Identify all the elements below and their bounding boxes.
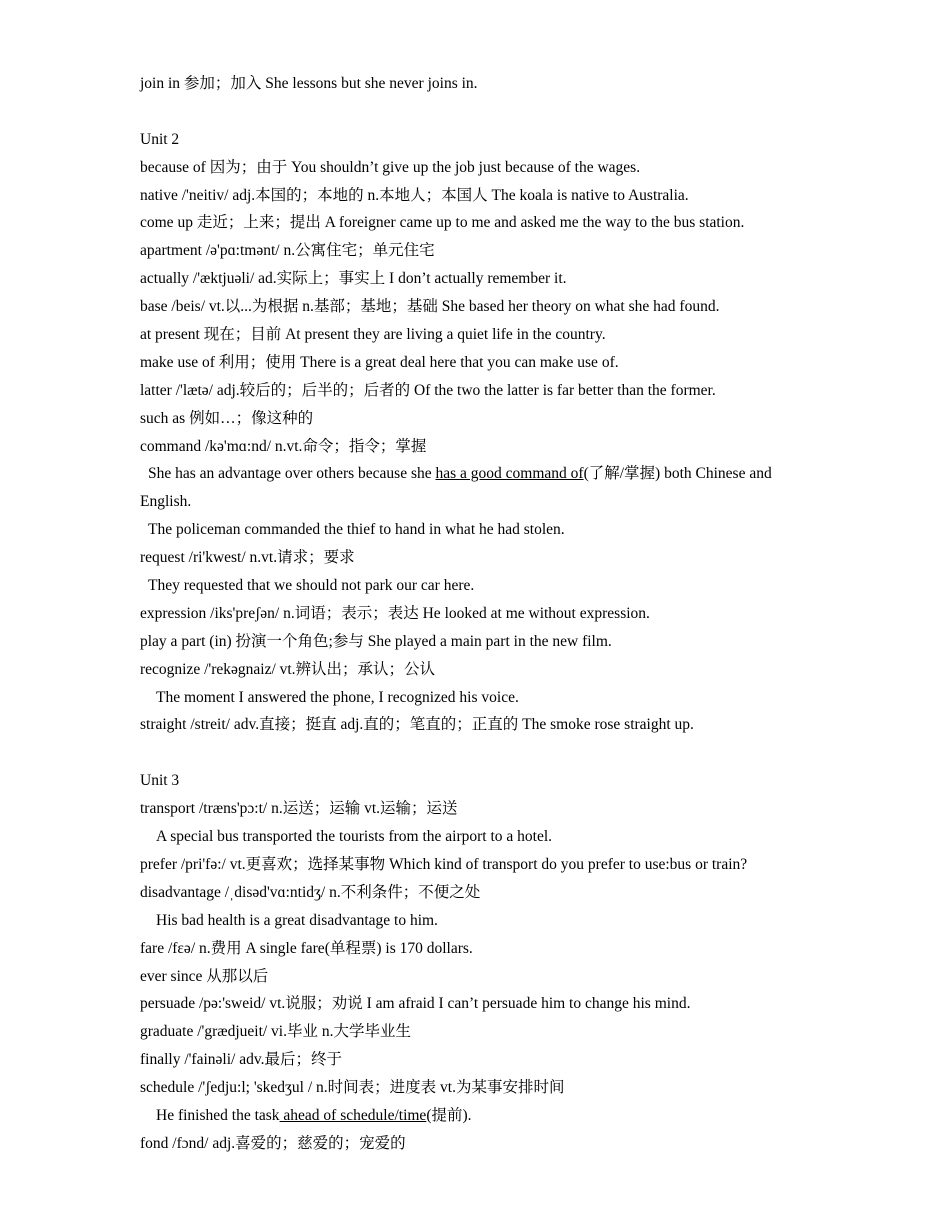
text-line xyxy=(140,126,820,154)
text-span: prefer /pri'fə:/ vt.更喜欢；选择某事物 Which kind of transport do you prefer to use:bus or train? xyxy=(140,855,748,873)
text-line xyxy=(140,711,820,739)
text-span: apartment /ə'pɑ:tmənt/ n.公寓住宅；单元住宅 xyxy=(140,242,435,260)
text-span: The policeman commanded the thief to hand in what he had stolen. xyxy=(148,521,565,539)
text-span: His bad health is a great disadvantage to him. xyxy=(156,911,438,929)
text-span: fond /fɔnd/ adj.喜爱的；慈爱的；宠爱的 xyxy=(140,1134,406,1152)
text-span: A special bus transported the tourists from the airport to a hotel. xyxy=(156,828,553,846)
document-page xyxy=(140,70,820,1158)
text-span: at present 现在；目前 At present they are living a quiet life in the country. xyxy=(140,326,606,344)
text-span: graduate /'grædjueit/ vi.毕业 n.大学毕业生 xyxy=(140,1023,411,1041)
text-span: They requested that we should not park our car here. xyxy=(148,577,475,595)
text-span: He finished the task xyxy=(156,1106,280,1124)
text-line xyxy=(140,460,820,488)
text-span: transport /træns'pɔ:t/ n.运送；运输 vt.运输；运送 xyxy=(140,800,458,818)
text-span: latter /'lætə/ adj.较后的；后半的；后者的 Of the two the latter is far better than the former. xyxy=(140,381,716,399)
text-span: command /kə'mɑ:nd/ n.vt.命令；指令；掌握 xyxy=(140,437,427,455)
text-line xyxy=(140,935,820,963)
text-span: base /beis/ vt.以...为根据 n.基部；基地；基础 She based her theory on what she had found. xyxy=(140,298,720,316)
text-line xyxy=(140,990,820,1018)
text-line xyxy=(140,544,820,572)
text-line xyxy=(140,209,820,237)
text-line xyxy=(140,767,820,795)
text-line xyxy=(140,1018,820,1046)
underlined-phrase: has a good command of xyxy=(435,465,584,483)
text-line xyxy=(140,572,820,600)
text-line xyxy=(140,628,820,656)
text-line xyxy=(140,321,820,349)
text-span: straight /streit/ adv.直接；挺直 adj.直的；笔直的；正直的 The smoke rose straight up. xyxy=(140,716,694,734)
blank-line xyxy=(140,739,820,767)
text-span: fare /fεə/ n.费用 A single fare(单程票) is 170 dollars. xyxy=(140,939,473,957)
text-line xyxy=(140,154,820,182)
text-span: (了解/掌握) both Chinese and xyxy=(583,465,772,483)
text-span: join in 参加；加入 She lessons but she never joins in. xyxy=(140,75,478,92)
text-line xyxy=(140,795,820,823)
text-span: ever since 从那以后 xyxy=(140,967,269,985)
text-line xyxy=(140,265,820,293)
text-line xyxy=(140,1130,820,1158)
text-span: because of 因为；由于 You shouldn’t give up the job just because of the wages. xyxy=(140,158,641,176)
underlined-phrase: ahead of schedule/time xyxy=(279,1106,427,1124)
text-line xyxy=(140,433,820,461)
text-span: make use of 利用；使用 There is a great deal here that you can make use of. xyxy=(140,353,619,371)
text-span: The moment I answered the phone, I recognized his voice. xyxy=(156,688,519,706)
text-span: native /'neitiv/ adj.本国的；本地的 n.本地人；本国人 The koala is native to Australia. xyxy=(140,186,689,204)
text-line xyxy=(140,963,820,991)
text-span: (提前). xyxy=(426,1106,472,1124)
text-line xyxy=(140,182,820,210)
text-span: come up 走近；上来；提出 A foreigner came up to me and asked me the way to the bus station. xyxy=(140,214,745,232)
text-span: finally /'fainəli/ adv.最后；终于 xyxy=(140,1051,342,1069)
text-line xyxy=(140,907,820,935)
text-span: recognize /'rekəgnaiz/ vt.辨认出；承认；公认 xyxy=(140,660,436,678)
text-span: actually /'æktjuəli/ ad.实际上；事实上 I don’t actually remember it. xyxy=(140,270,567,288)
text-line xyxy=(140,377,820,405)
text-span: request /ri'kwest/ n.vt.请求；要求 xyxy=(140,549,355,567)
text-span: such as 例如…；像这种的 xyxy=(140,409,314,427)
text-line xyxy=(140,1102,820,1130)
text-line xyxy=(140,656,820,684)
text-span: English. xyxy=(140,493,192,511)
text-line xyxy=(140,851,820,879)
text-line xyxy=(140,70,820,98)
blank-line xyxy=(140,98,820,126)
text-line xyxy=(140,879,820,907)
text-line xyxy=(140,516,820,544)
text-span: Unit 2 xyxy=(140,130,180,148)
text-line xyxy=(140,1046,820,1074)
text-line xyxy=(140,293,820,321)
text-span: persuade /pə:'sweid/ vt.说服；劝说 I am afraid I can’t persuade him to change his mind. xyxy=(140,995,691,1013)
text-line xyxy=(140,684,820,712)
text-span: schedule /'ʃedju:l; 'skedʒul / n.时间表；进度表 vt.为某事安排时间 xyxy=(140,1079,565,1097)
text-span: disadvantage /ˌdisəd'vɑ:ntidʒ/ n.不利条件；不便之处 xyxy=(140,883,481,901)
text-span: play a part (in) 扮演一个角色;参与 She played a main part in the new film. xyxy=(140,632,612,650)
text-span: expression /iks'preʃən/ n.词语；表示；表达 He looked at me without expression. xyxy=(140,604,650,622)
text-span: Unit 3 xyxy=(140,772,180,790)
text-line xyxy=(140,405,820,433)
text-span: She has an advantage over others because she xyxy=(148,465,436,483)
text-line xyxy=(140,488,820,516)
text-line xyxy=(140,823,820,851)
text-line xyxy=(140,237,820,265)
text-line xyxy=(140,600,820,628)
text-line xyxy=(140,349,820,377)
text-line xyxy=(140,1074,820,1102)
